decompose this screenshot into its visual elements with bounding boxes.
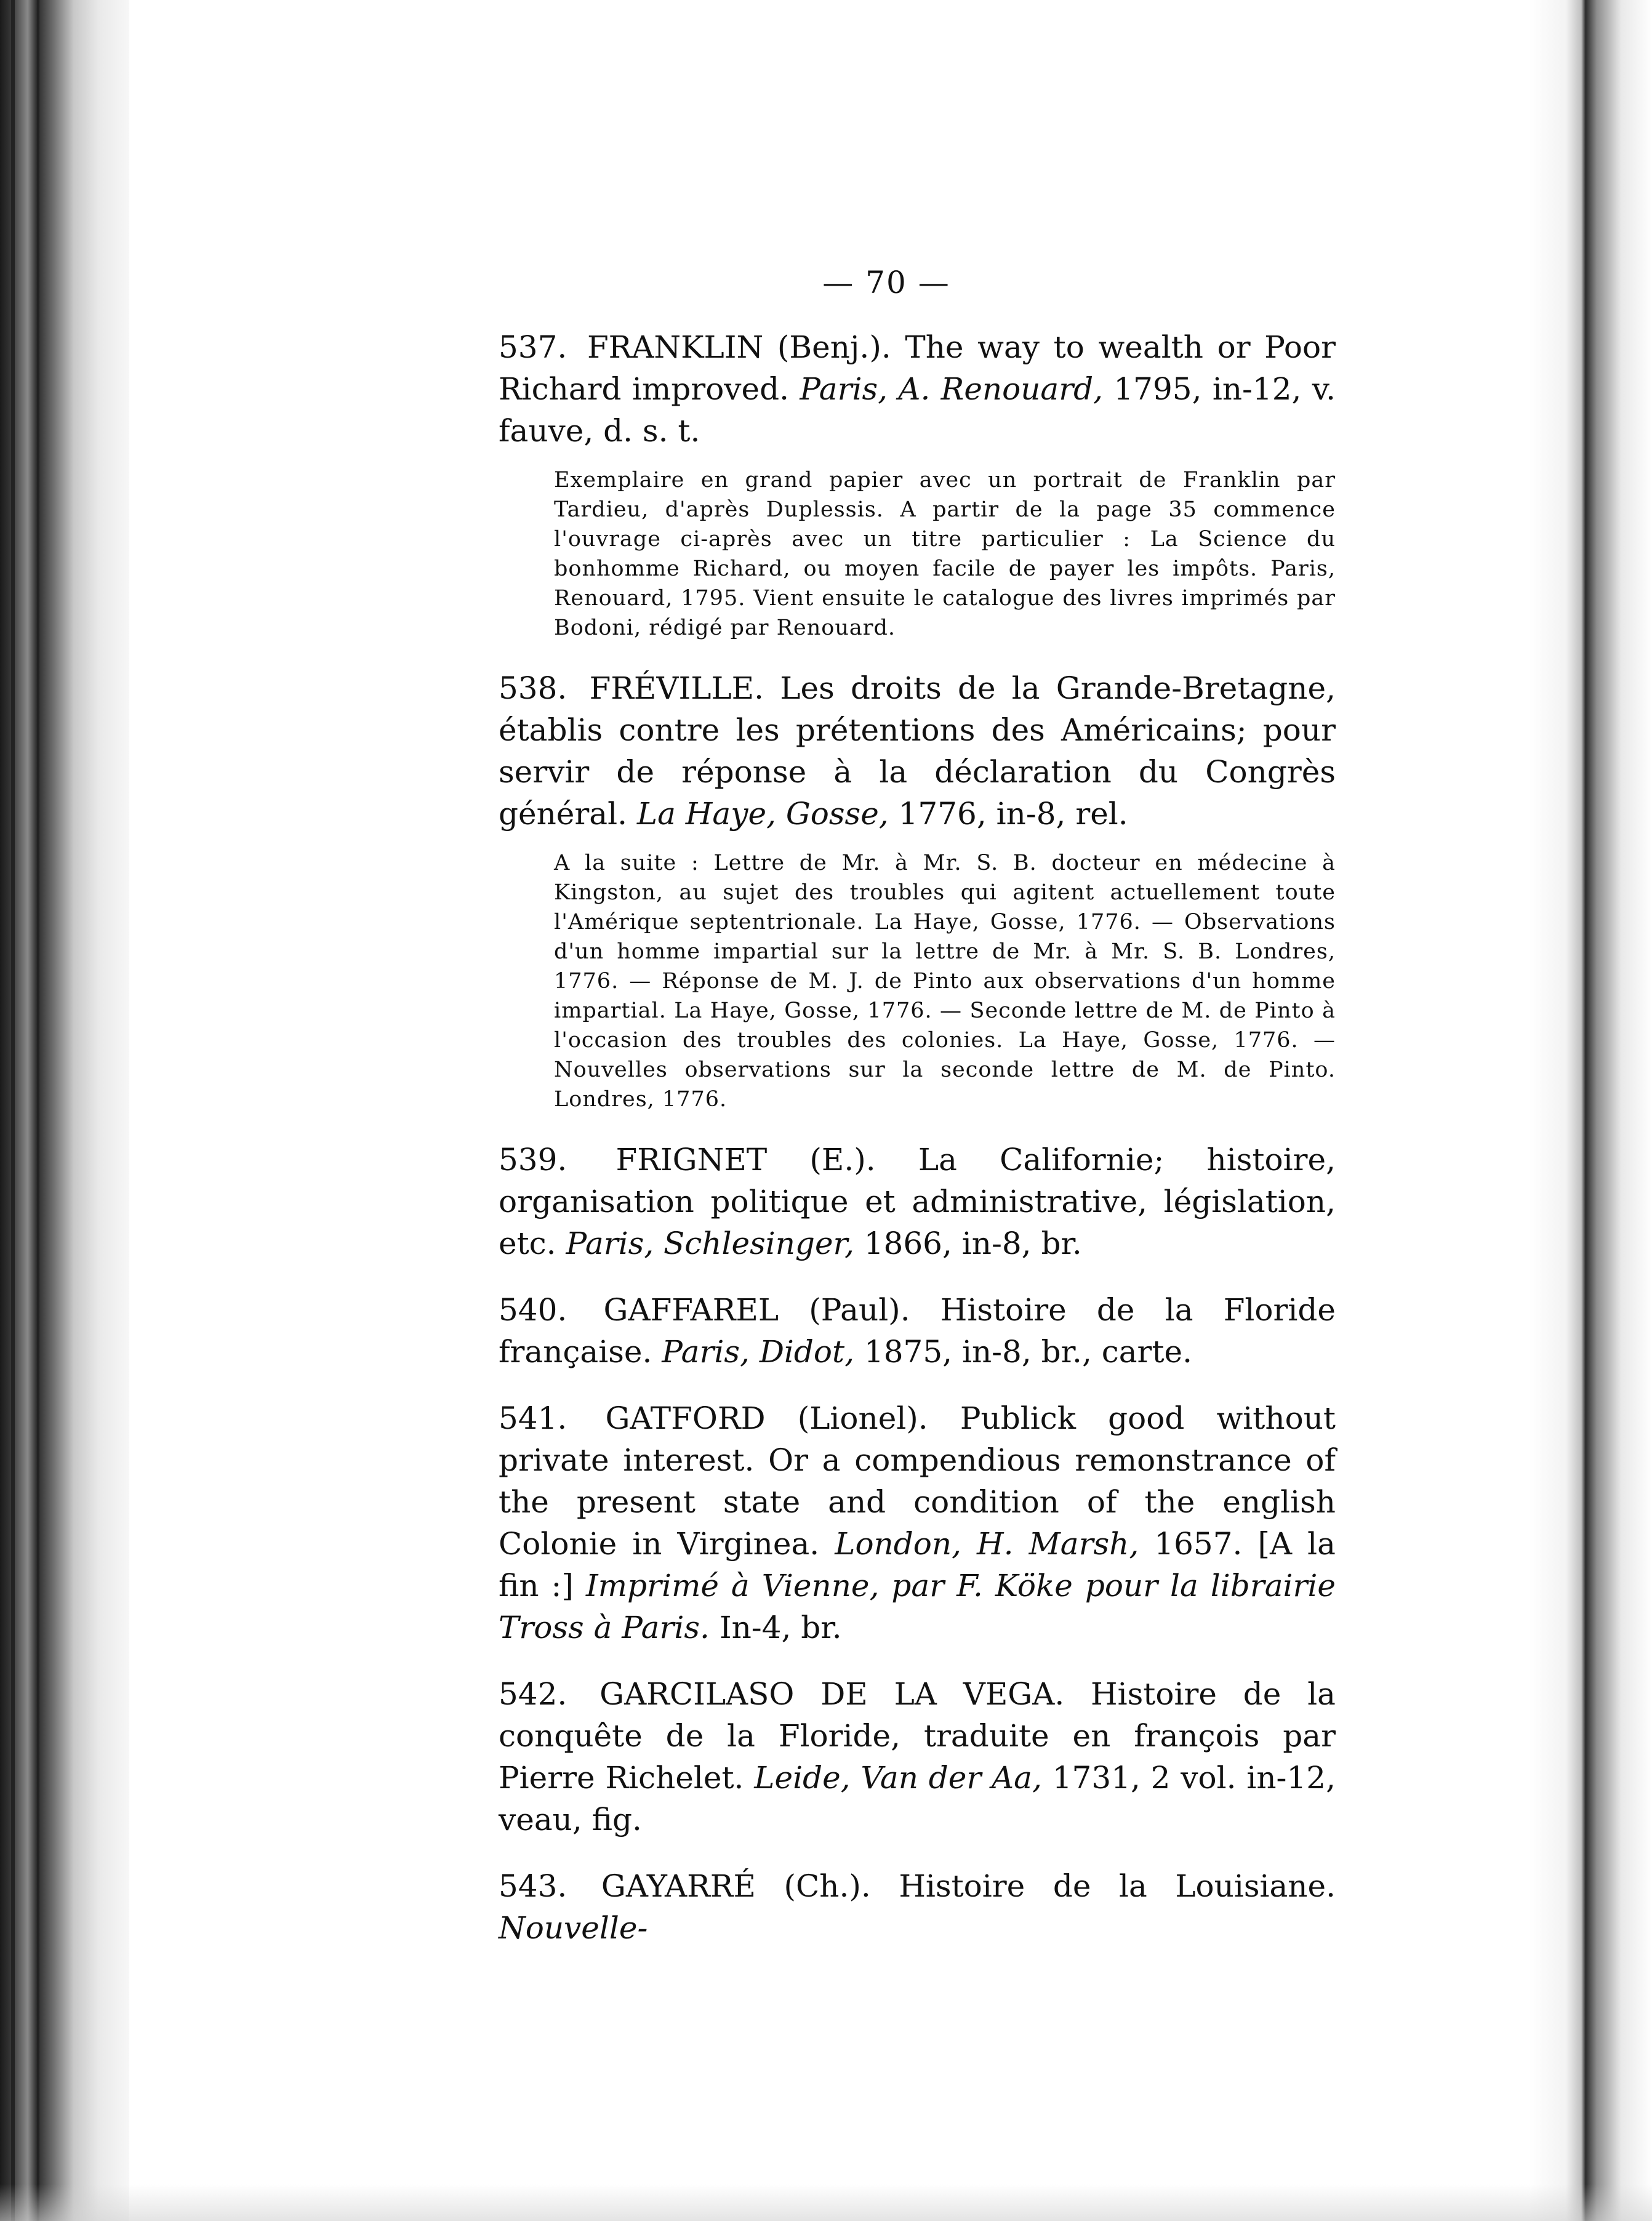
entry-imprint-italic: Leide, Van der Aa, <box>754 1760 1042 1796</box>
entry-number: 538. <box>499 670 567 706</box>
entry-main <box>499 1397 1336 1649</box>
entry-imprint-italic: Nouvelle- <box>499 1910 648 1946</box>
entry-heading: GAFFAREL (Paul). Histoire de la Floride française. <box>499 1292 1336 1370</box>
entry-number: 537. <box>499 329 567 365</box>
entry-imprint: 1795, in-12, v. fauve, d. s. t. <box>499 371 1336 449</box>
entry-main <box>499 1139 1336 1264</box>
catalogue-entry-542 <box>499 1673 1336 1841</box>
entry-heading: GAYARRÉ (Ch.). Histoire de la Louisiane. <box>601 1868 1336 1904</box>
entry-imprint: 1776, in-8, rel. <box>898 796 1128 832</box>
entry-number: 539. <box>499 1142 567 1178</box>
entry-note: Exemplaire en grand papier avec un portrait de Franklin par Tardieu, d'après Duplessis. A partir de la page 35 commence l'ouvrage ci-après avec un titre particulier : La Science du bonhomme Richard, ou moyen facile de payer les impôts. Paris, Renouard, 1795. Vient ensuite le catalogue des livres imprimés par Bodoni, rédigé par Renouard. <box>554 468 1336 640</box>
catalogue-entries <box>499 326 1336 1974</box>
entry-main <box>499 1289 1336 1373</box>
entry-heading: FRÉVILLE. Les droits de la Grande-Bretagne, établis contre les prétentions des Américains; pour servir de réponse à la déclaration du Congrès général. <box>499 670 1336 832</box>
entry-imprint: 1875, in-8, br., carte. <box>864 1334 1193 1370</box>
entry-imprint-italic: Paris, Schlesinger, <box>566 1226 854 1261</box>
page-right-edge <box>1529 0 1652 2221</box>
entry-imprint-italic: Imprimé à Vienne, par F. Köke pour la librairie Tross à Paris. <box>499 1568 1336 1645</box>
catalogue-entry-539 <box>499 1139 1336 1264</box>
entry-imprint-italic: La Haye, Gosse, <box>636 796 889 832</box>
catalogue-entry-543 <box>499 1865 1336 1949</box>
catalogue-entry-537 <box>499 326 1336 643</box>
entry-main <box>499 1673 1336 1841</box>
entry-heading: FRANKLIN (Benj.). The way to wealth or Poor Richard improved. <box>499 329 1336 407</box>
entry-number: 541. <box>499 1400 567 1436</box>
entry-imprint-italic: Paris, A. Renouard, <box>800 371 1104 407</box>
entry-heading: GARCILASO DE LA VEGA. Histoire de la conquête de la Floride, traduite en françois par Pierre Richelet. <box>499 1676 1336 1796</box>
page-binding-shadow <box>0 0 129 2221</box>
entry-note: A la suite : Lettre de Mr. à Mr. S. B. docteur en médecine à Kingston, au sujet des troubles qui agitent actuellement toute l'Amérique septentrionale. La Haye, Gosse, 1776. — Observations d'un homme impartial sur la lettre de Mr. à Mr. S. B. Londres, 1776. — Réponse de M. J. de Pinto aux observations d'un homme impartial. La Haye, Gosse, 1776. — Seconde lettre de M. de Pinto à l'occasion des troubles des colonies. La Haye, Gosse, 1776. — Nouvelles observations sur la seconde lettre de M. de Pinto. Londres, 1776. <box>554 851 1336 1112</box>
entry-main <box>499 1865 1336 1949</box>
entry-imprint-italic: Paris, Didot, <box>662 1334 855 1370</box>
entry-main <box>499 326 1336 452</box>
page-bottom-shade <box>0 2184 1652 2221</box>
catalogue-entry-541 <box>499 1397 1336 1649</box>
entry-imprint: In-4, br. <box>719 1610 842 1645</box>
entry-main <box>499 667 1336 835</box>
entry-heading: FRIGNET (E.). La Californie; histoire, organisation politique et administrative, législation, etc. <box>499 1142 1336 1261</box>
catalogue-entry-538 <box>499 667 1336 1114</box>
entry-number: 543. <box>499 1868 567 1904</box>
catalogue-entry-540 <box>499 1289 1336 1373</box>
entry-number: 542. <box>499 1676 567 1712</box>
page-number: — 70 — <box>822 265 950 300</box>
binding-edge-line <box>37 0 39 2221</box>
entry-heading: GATFORD (Lionel). Publick good without private interest. Or a compendious remonstrance of the present state and condition of the english Colonie in Virginea. <box>499 1400 1336 1562</box>
entry-imprint: 1657. [A la fin :] <box>499 1526 1336 1604</box>
entry-imprint: 1731, 2 vol. in-12, veau, fig. <box>499 1760 1336 1837</box>
entry-number: 540. <box>499 1292 567 1328</box>
binding-edge-line <box>11 0 15 2221</box>
entry-imprint-italic: London, H. Marsh, <box>835 1526 1139 1562</box>
entry-imprint: 1866, in-8, br. <box>864 1226 1082 1261</box>
